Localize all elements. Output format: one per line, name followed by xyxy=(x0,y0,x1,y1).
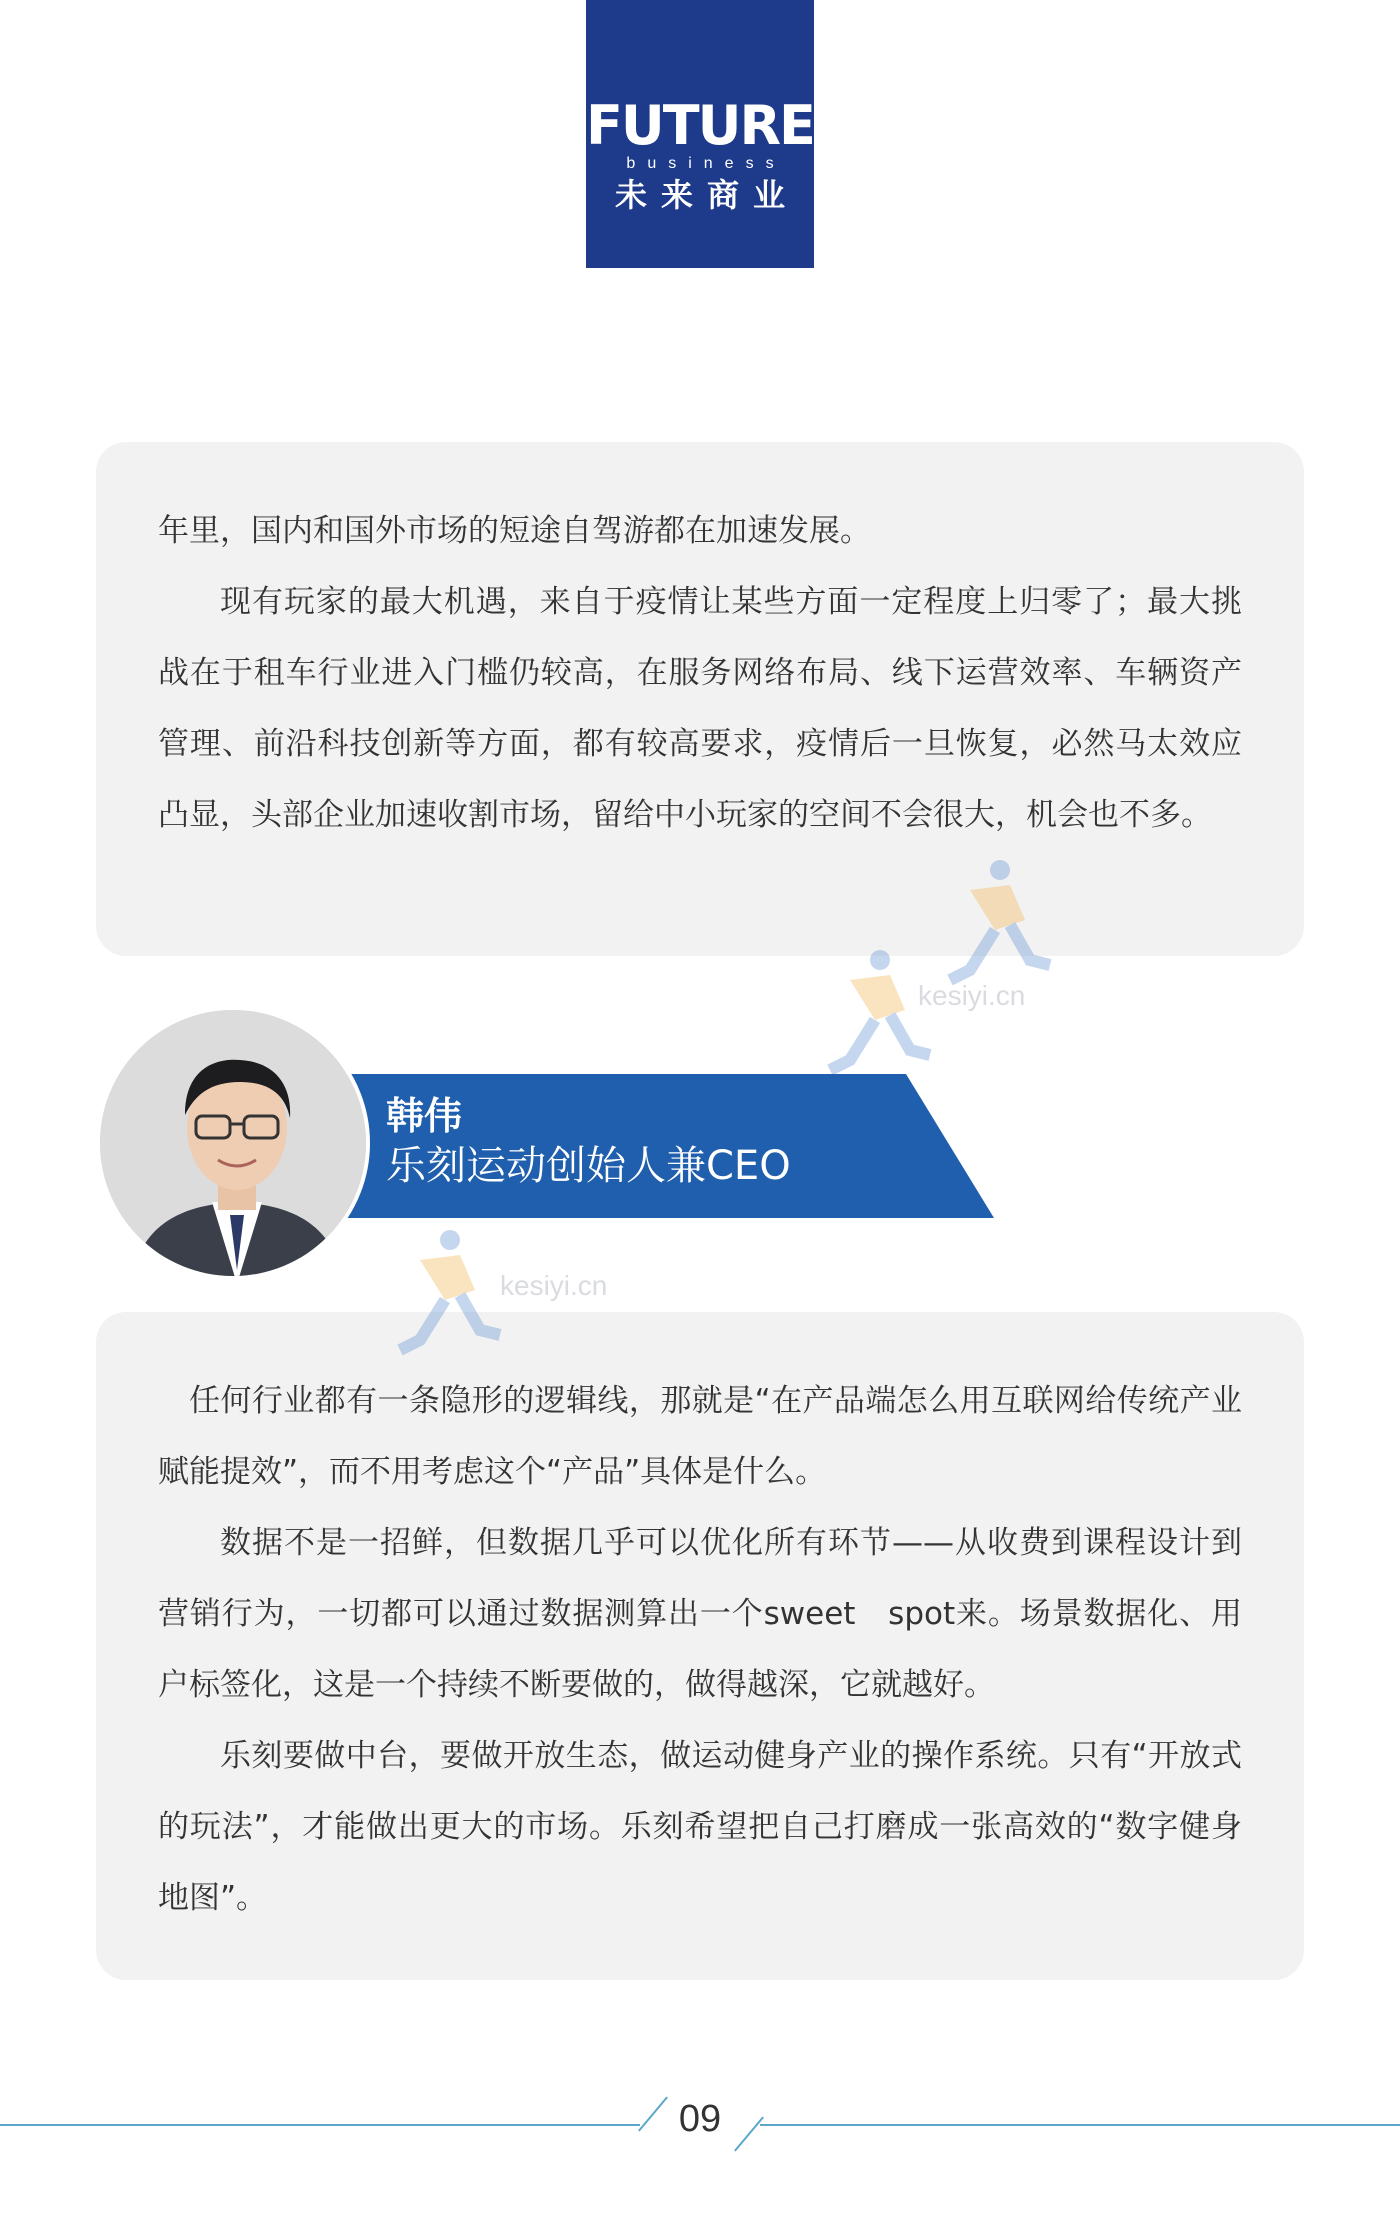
text-card-1 xyxy=(96,442,1304,956)
watermark-text: kesiyi.cn xyxy=(918,980,1026,1011)
card2-paragraph-3: 乐刻要做中台，要做开放生态，做运动健身产业的操作系统。只有“开放式的玩法”，才能做出更大的市场。乐刻希望把自己打磨成一张高效的“数字健身地图”。 xyxy=(158,1738,1242,1916)
logo-sub-text: business xyxy=(626,155,786,172)
card1-paragraph-2: 现有玩家的最大机遇，来自于疫情让某些方面一定程度上归零了；最大挑战在于租车行业进入门槛仍较高，在服务网络布局、线下运营效率、车辆资产管理、前沿科技创新等方面，都有较高要求，疫情后一旦恢复，必然马太效应凸显，头部企业加速收割市场，留给中小玩家的空间不会很大，机会也不多。 xyxy=(158,584,1242,833)
person-name-banner xyxy=(290,1074,994,1218)
text-card-2 xyxy=(96,1312,1304,1980)
card1-paragraph-1: 年里，国内和国外市场的短途自驾游都在加速发展。 xyxy=(158,513,871,549)
watermark-text-2: kesiyi.cn xyxy=(500,1270,608,1301)
person-name: 韩伟 xyxy=(386,1094,463,1138)
person-title: 乐刻运动创始人兼CEO xyxy=(386,1143,791,1189)
logo-chinese-text: 未来商业 xyxy=(614,176,799,214)
logo-main-text: FUTURE xyxy=(586,94,814,157)
footer-line-left xyxy=(0,2124,640,2126)
page-number: 09 xyxy=(678,2098,722,2140)
watermark-runner-icon-3 xyxy=(350,1220,510,1370)
footer-line-right xyxy=(760,2124,1400,2126)
card2-paragraph-2: 数据不是一招鲜，但数据几乎可以优化所有环节——从收费到课程设计到营销行为，一切都可以通过数据测算出一个sweet spot来。场景数据化、用户标签化，这是一个持续不断要做的，做得越深，它就越好。 xyxy=(158,1525,1242,1703)
watermark-runner-icon-2 xyxy=(780,940,940,1090)
future-business-logo xyxy=(586,0,814,268)
person-avatar xyxy=(96,1006,370,1280)
card2-paragraph-1: 任何行业都有一条隐形的逻辑线，那就是“在产品端怎么用互联网给传统产业赋能提效”，而不用考虑这个“产品”具体是什么。 xyxy=(158,1383,1242,1490)
